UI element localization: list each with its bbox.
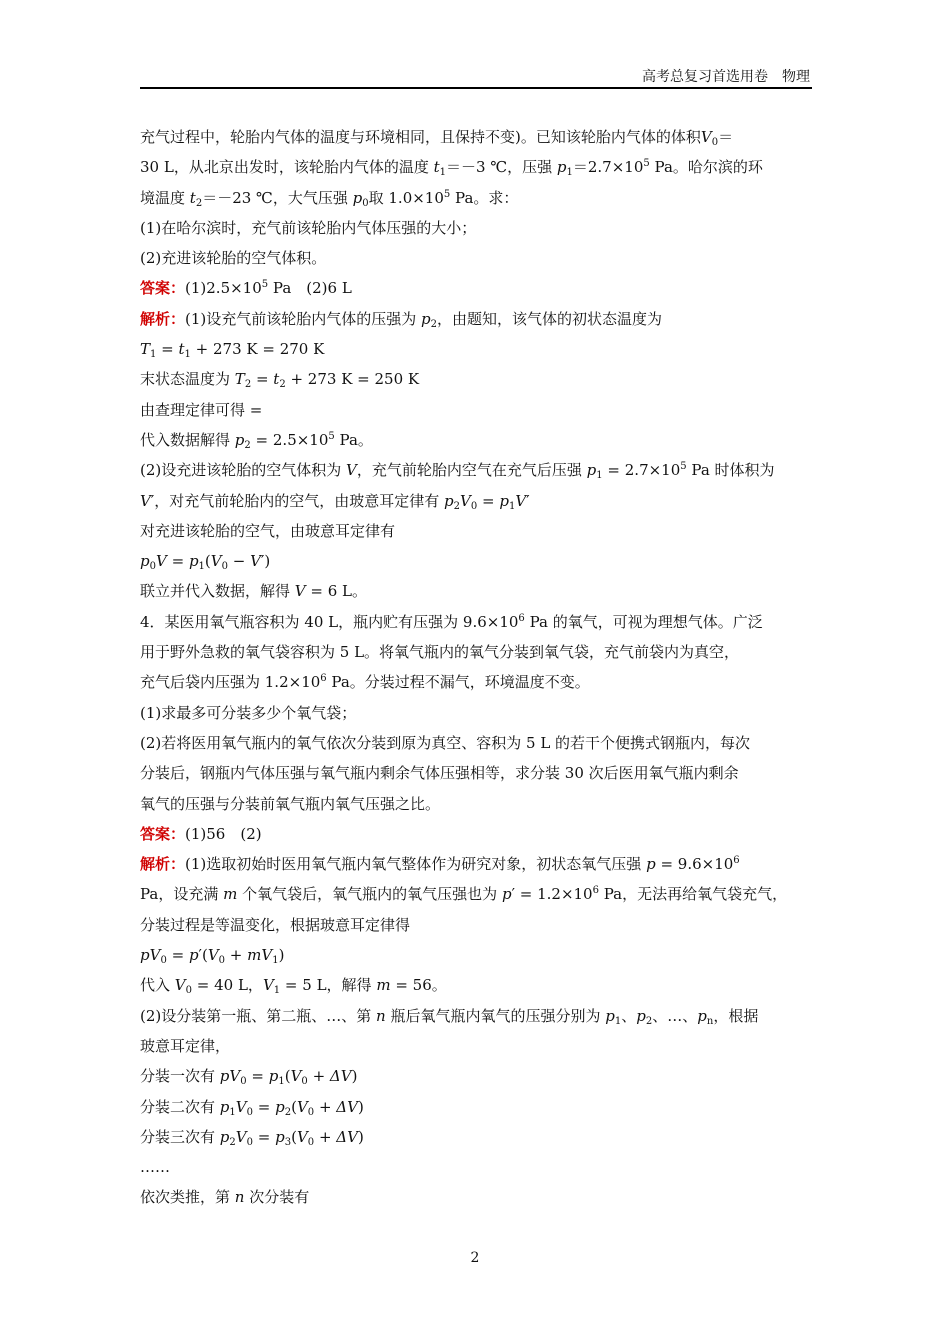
- analysis-label: 解析：: [140, 309, 186, 328]
- analysis-2: 解析：(1)选取初始时医用氧气瓶内氧气整体作为研究对象，初状态氧气压强 $p = 9.6\times 10^6$: [140, 855, 740, 874]
- problem-4-line-2: 用于野外急救的氧气袋容积为 5 L。将氧气瓶内的氧气分装到氧气袋，充气前袋内为真空，: [140, 643, 740, 662]
- formula-p0V: $p_0V = p_1(V_0 - V')$: [140, 552, 271, 573]
- result-V: 联立并代入数据，解得 V = 6 L。: [140, 582, 368, 601]
- problem-4-line-1: 4．某医用氧气瓶容积为 40 L，瓶内贮有压强为 $9.6\times 10^6$ Pa 的氧气，可视为理想气体。广泛: [140, 612, 763, 631]
- analysis-2-line-2: Pa，设充满 m 个氧气袋后，氧气瓶内的氧气压强也为 $p' = 1.2\times 10^6$ Pa，无法再给氧气袋充气，: [140, 885, 788, 904]
- problem-4-question-2a: (2)若将医用氧气瓶内的氧气依次分装到原为真空、容积为 5 L 的若干个便携式钢瓶内，每次: [140, 733, 751, 752]
- answer-label: 答案：: [140, 824, 186, 843]
- question-2: (2)充进该轮胎的空气体积。: [140, 249, 327, 268]
- answer-1: 答案：$(1)2.5\times 10^5$ Pa (2)6 L: [140, 279, 352, 298]
- answer-label: 答案：: [140, 279, 186, 298]
- result-p2: 代入数据解得 $p_2 = 2.5\times 10^5$ Pa。: [140, 430, 373, 451]
- split-once: 分装一次有 $pV_0 = p_1(V_0 + \Delta V)$: [140, 1067, 358, 1088]
- header-rule: [140, 87, 812, 89]
- problem-4-question-1: (1)求最多可分装多少个氧气袋；: [140, 703, 357, 722]
- analysis-2-part2-line-2: 玻意耳定律，: [140, 1036, 231, 1055]
- problem-4-question-2b: 分装后，钢瓶内气体压强与氧气瓶内剩余气体压强相等，求分装 30 次后医用氧气瓶内剩余: [140, 764, 739, 783]
- document-body: [140, 122, 830, 1213]
- analysis-1-part2: (2)设充进该轮胎的空气体积为 V，充气前轮胎内空气在充气后压强 $p_1 = 2.7\times 10^5$ Pa 时体积为: [140, 461, 775, 482]
- ellipsis: ……: [140, 1158, 170, 1177]
- text-line-3: 境温度 $t_2=-23$ ℃，大气压强 $p_0$取 $1.0\times 10^5$ Pa。求：: [140, 188, 519, 209]
- split-twice: 分装二次有 $p_1V_0 = p_2(V_0 + \Delta V)$: [140, 1097, 364, 1118]
- analysis-label: 解析：: [140, 855, 186, 874]
- analysis-2-line-3: 分装过程是等温变化，根据玻意耳定律得: [140, 915, 411, 934]
- formula-T2: 末状态温度为 $T_2 = t_2 + 273$ K = 250 K: [140, 370, 420, 391]
- text-line-1: 充气过程中，轮胎内气体的温度与环境相同，且保持不变)。已知该轮胎内气体的体积$V_0=$: [140, 128, 734, 148]
- charles-law-line: 由查理定律可得 =: [140, 400, 263, 419]
- split-nth: 依次类推，第 n 次分装有: [140, 1188, 310, 1207]
- formula-T1: $T_1 = t_1 + 273$ K = 270 K: [140, 340, 325, 361]
- result-m: 代入 $V_0 = 40$ L，$V_1 = 5$ L，解得 m = 56。: [140, 976, 447, 997]
- split-thrice: 分装三次有 $p_2V_0 = p_3(V_0 + \Delta V)$: [140, 1127, 364, 1148]
- answer-2: 答案：(1)56 (2): [140, 824, 262, 843]
- problem-4-question-2c: 氧气的压强与分装前氧气瓶内氧气压强之比。: [140, 794, 441, 813]
- analysis-2-part2: (2)设分装第一瓶、第二瓶、…、第 n 瓶后氧气瓶内氧气的压强分别为 $p_1$、$p_2$、…、$p_n$，根据: [140, 1006, 759, 1027]
- formula-pV0: $pV_0 = p'(V_0 + mV_1)$: [140, 946, 285, 967]
- analysis-1: 解析：(1)设充气前该轮胎内气体的压强为 $p_2$，由题知，该气体的初状态温度为: [140, 309, 663, 330]
- boyle-line-1: V′，对充气前轮胎内的空气，由玻意耳定律有 $p_2V_0 = p_1V'$: [140, 491, 530, 512]
- page-header: 高考总复习首选用卷 物理: [642, 69, 810, 85]
- problem-4-line-3: 充气后袋内压强为 $1.2\times 10^6$ Pa。分装过程不漏气，环境温度不变。: [140, 673, 590, 692]
- boyle-line-2: 对充进该轮胎的空气，由玻意耳定律有: [140, 521, 396, 540]
- page-number: 2: [470, 1250, 480, 1266]
- question-1: (1)在哈尔滨时，充气前该轮胎内气体压强的大小；: [140, 218, 477, 237]
- text-line-2: 30 L，从北京出发时，该轮胎内气体的温度 $t_1=-3$ ℃，压强 $p_1=2.7\times 10^5$ Pa。哈尔滨的环: [140, 158, 763, 179]
